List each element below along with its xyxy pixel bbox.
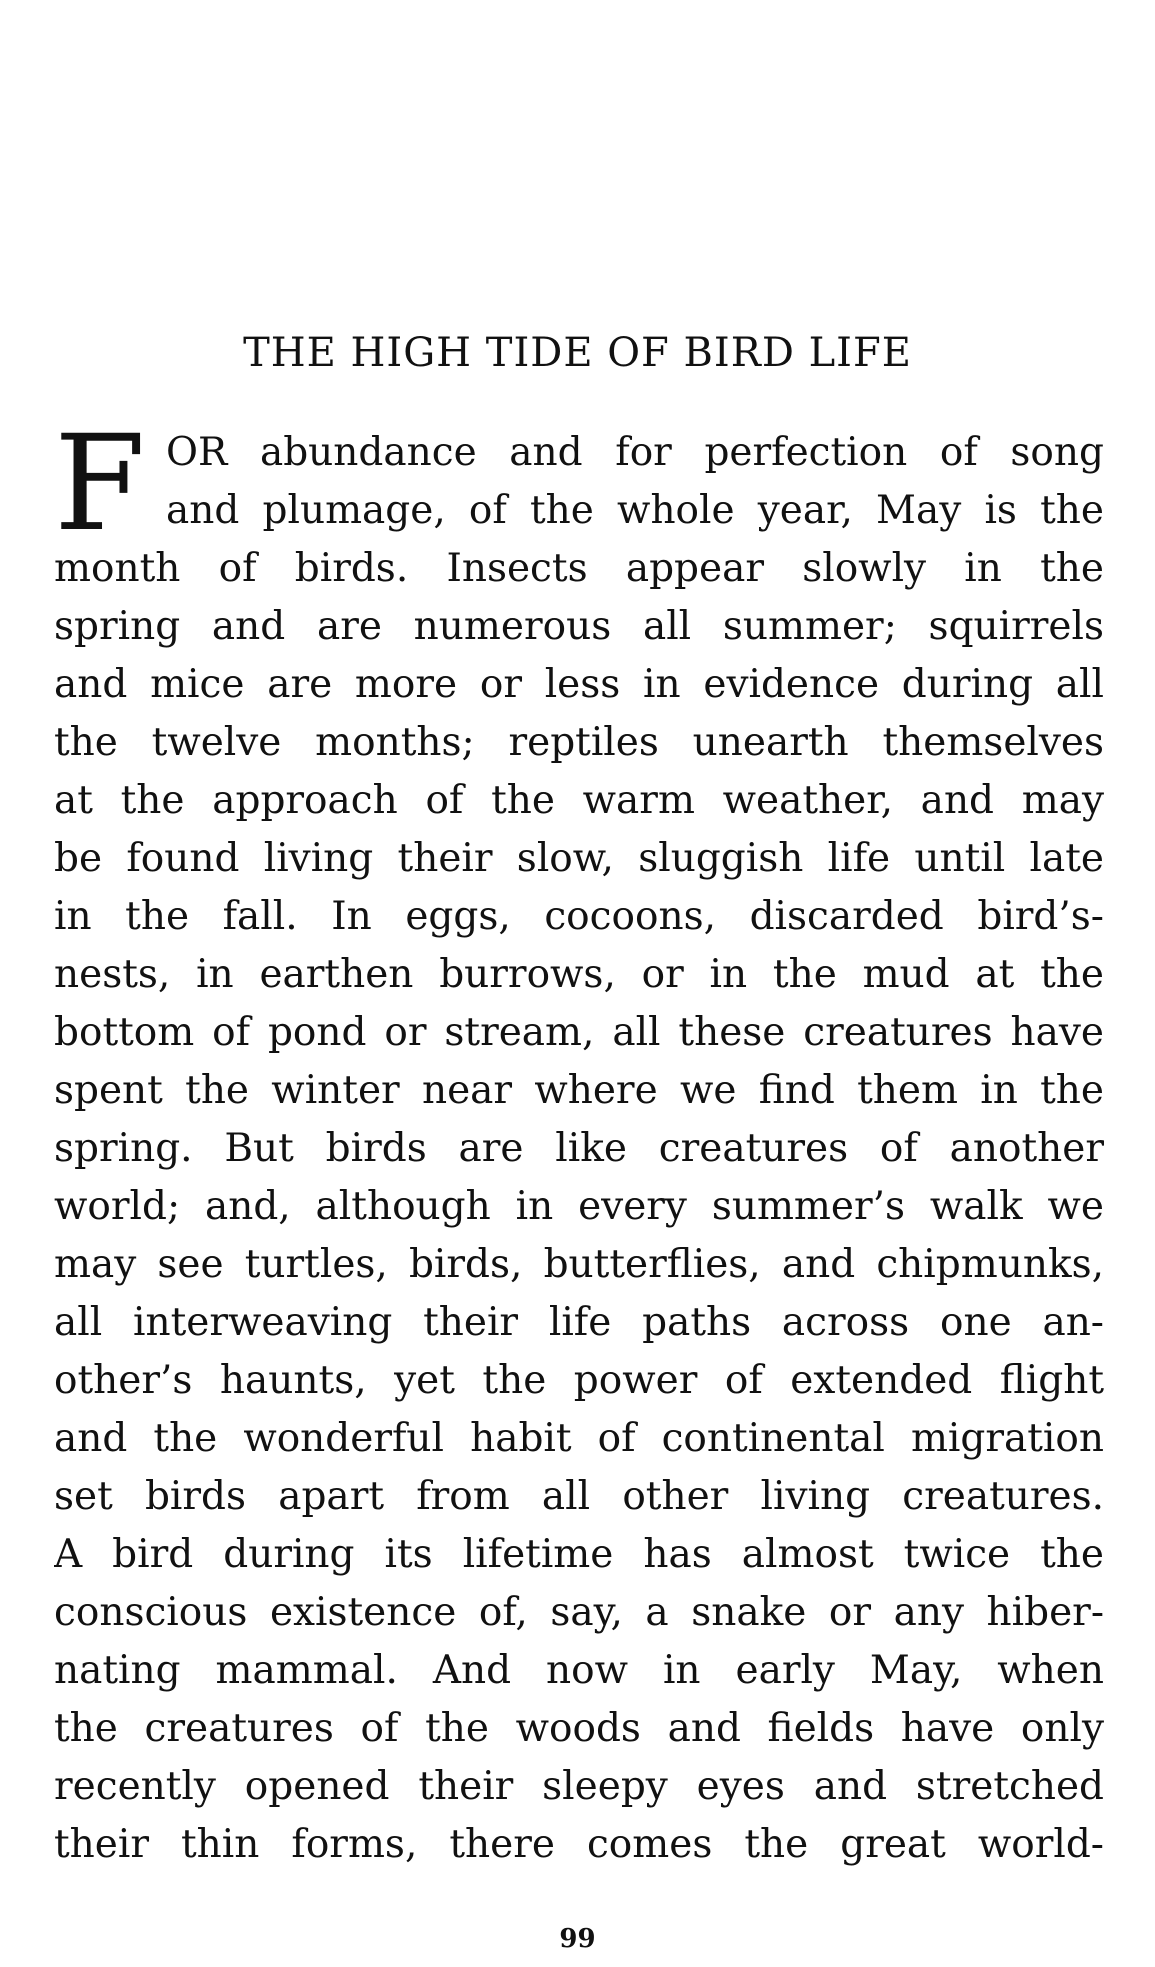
page-number: 99 bbox=[559, 1924, 596, 1954]
text-line: and mice are more or less in evidence during all bbox=[54, 662, 1104, 707]
text-line: spring. But birds are like creatures of another bbox=[54, 1126, 1104, 1171]
text-line: in the fall. In eggs, cocoons, discarded bird’s- bbox=[54, 894, 1104, 939]
text-line: spent the winter near where we find them in the bbox=[54, 1068, 1104, 1113]
text-line: nests, in earthen burrows, or in the mud at the bbox=[54, 952, 1104, 997]
text-line: spring and are numerous all summer; squirrels bbox=[54, 604, 1104, 649]
text-line: all interweaving their life paths across one an- bbox=[54, 1300, 1104, 1345]
text-line: be found living their slow, sluggish life until late bbox=[54, 836, 1104, 881]
text-line: may see turtles, birds, butterflies, and chipmunks, bbox=[54, 1242, 1104, 1287]
body-paragraph bbox=[54, 424, 1104, 1874]
text-line: and plumage, of the whole year, May is the bbox=[166, 488, 1104, 533]
chapter-title: THE HIGH TIDE OF BIRD LIFE bbox=[243, 330, 912, 376]
text-line: at the approach of the warm weather, and may bbox=[54, 778, 1104, 823]
text-line: OR abundance and for perfection of song bbox=[166, 430, 1104, 475]
text-line: the twelve months; reptiles unearth themselves bbox=[54, 720, 1104, 765]
text-line: world; and, although in every summer’s walk we bbox=[54, 1184, 1104, 1229]
drop-cap-initial: F bbox=[54, 429, 146, 545]
text-line: nating mammal. And now in early May, when bbox=[54, 1648, 1104, 1693]
text-line: recently opened their sleepy eyes and stretched bbox=[54, 1764, 1104, 1809]
text-line: set birds apart from all other living creatures. bbox=[54, 1474, 1104, 1519]
text-line: month of birds. Insects appear slowly in the bbox=[54, 546, 1104, 591]
text-line: conscious existence of, say, a snake or any hiber- bbox=[54, 1590, 1104, 1635]
text-line: their thin forms, there comes the great world- bbox=[54, 1822, 1104, 1867]
text-line: bottom of pond or stream, all these creatures have bbox=[54, 1010, 1104, 1055]
text-line: the creatures of the woods and fields have only bbox=[54, 1706, 1104, 1751]
text-line: other’s haunts, yet the power of extended flight bbox=[54, 1358, 1104, 1403]
text-line: A bird during its lifetime has almost twice the bbox=[54, 1532, 1104, 1577]
text-line: and the wonderful habit of continental migration bbox=[54, 1416, 1104, 1461]
